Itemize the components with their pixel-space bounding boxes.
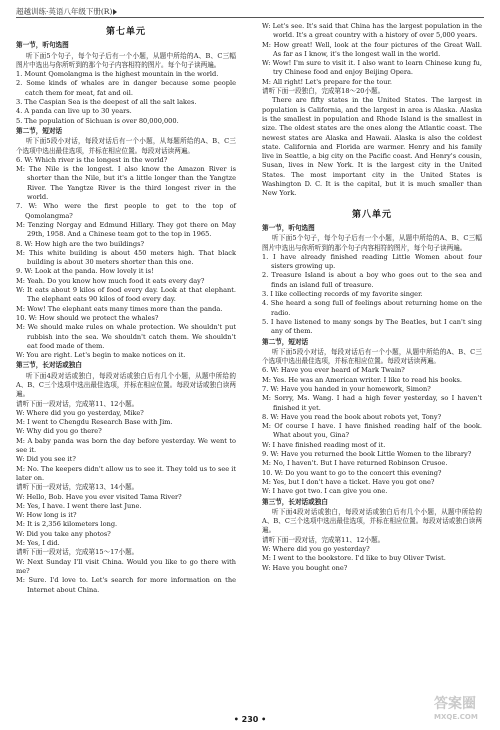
text-line: W: Where did you go yesterday, Mike? xyxy=(16,408,144,417)
dialogue-line: M: Yes. He was an American writer. I like to read his books. xyxy=(262,375,463,384)
section-heading: 第二节，短对话 xyxy=(262,337,309,346)
dialogue-line: M: Of course I have. I have finished reading half of the book. What about you, Gina? xyxy=(262,422,482,440)
instruction-paragraph: 听下面5个句子，每个句子后有一个小题，从题中所给的A、B、C三幅图片中选出与你所听到的那个句子内容相符的图片。每个句子读两遍。 xyxy=(16,51,236,69)
text-line: M: I went to Chengdu Research Base with Jim. xyxy=(16,418,173,427)
section-heading: 第三节，长对话或独白 xyxy=(16,361,82,370)
text-line: 请听下面一段对话，完成第11、12小题。 xyxy=(16,399,139,408)
watermark-sub: MXQE.COM xyxy=(434,713,478,721)
watermark-logo xyxy=(434,698,494,724)
text-line: M: All right! Let's prepare for the tour. xyxy=(262,77,393,86)
text-line: W: Did you see it? xyxy=(16,455,76,464)
dialogue-line: M: No, I haven't. But I have returned Robinson Crusoe. xyxy=(262,459,448,468)
numbered-item: 5. The population of Sichuan is over 80,000,000. xyxy=(16,116,179,125)
text-line: M: A baby panda was born the day before yesterday. We went to see it. xyxy=(16,436,236,455)
dialogue-line: W: You are right. Let's begin to make notices on it. xyxy=(16,351,186,360)
text-line: 请听下面一段独白，完成第18～20小题。 xyxy=(262,87,385,96)
dialogue-line: M: Sorry, Ms. Wang. I had a high fever yesterday, so I haven't finished it yet. xyxy=(262,394,482,412)
instruction-paragraph: 听下面4段对话或独白，每段对话或独白后有几个小题，从题中所给的A、B、C三个选项中选出最佳选项，并标在相应位置。每段对话或独白读两遍。 xyxy=(16,371,236,399)
page-number: • 230 • xyxy=(233,715,267,724)
dialogue-line: M: Sure. I'd love to. Let's search for more information on the Internet about China. xyxy=(16,576,236,594)
numbered-item: 9. W: Have you returned the book Little Women to the library? xyxy=(262,450,472,459)
header-text: 超越训练·英语八年级下册(R) xyxy=(16,7,113,16)
numbered-item: 6. W: Have you ever heard of Mark Twain? xyxy=(262,366,405,375)
numbered-item: 7. W: Who were the first people to get to the top of Qomolangma? xyxy=(16,202,236,220)
text-line: 请听下面一段对话，完成第11、12小题。 xyxy=(262,535,385,544)
running-header xyxy=(16,6,117,17)
instruction-paragraph: There are fifty states in the United States. The largest in population is California, and the largest in area is Alaska. Alaska is the smallest in population and Rhode Island is the smallest in size. The oldest states are the ones along the Atlantic coast. The newest states are Alaska and Hawaii. Alaska is also the coldest state. California and Florida are warmer. Henry and his family live in Seattle, a big city on the Pacific coast. And Henry's cousin, Susan, lives in New York. It is the largest city in the United States. The most important city in the United States is Washington D. C. It is the capital, but it is much smaller than New York. xyxy=(262,96,482,198)
numbered-item: 9. W: Look at the panda. How lovely it is! xyxy=(16,267,154,276)
unit-title: 第八单元 xyxy=(351,209,392,220)
numbered-item: 8. W: How high are the two buildings? xyxy=(16,239,145,248)
instruction-paragraph: 听下面5段小对话，每段对话后有一个小题，从题中所给的A、B、C三个选项中选出最佳选项，并标在相应位置。每段对话读两遍。 xyxy=(262,347,482,366)
text-line: M: Yes, I have. I went there last June. xyxy=(16,501,142,510)
dialogue-line: M: This white building is about 450 meters high. That black building is about 30 meters shorter than this one. xyxy=(16,248,236,267)
text-line: 请听下面一段对话，完成第15～17小题。 xyxy=(16,548,139,557)
text-line: W: Why did you go there? xyxy=(16,427,102,436)
section-heading: 第二节，短对话 xyxy=(16,126,63,135)
text-line: W: Have you bought one? xyxy=(262,563,348,572)
dialogue-line: W: I have got two. I can give you one. xyxy=(262,487,388,496)
section-heading: 第一节，听句选图 xyxy=(262,223,315,232)
numbered-item: 4. She heard a song full of feelings about returning home on the radio. xyxy=(262,299,482,317)
dialogue-line: M: The Nile is the longest. I also know the Amazon River is shorter than the Nile, but it's a little longer than the Yangtze River. The Yangtze River is the third longest river in the world. xyxy=(16,165,236,202)
text-line: M: I went to the bookstore. I'd like to buy Oliver Twist. xyxy=(262,554,446,563)
numbered-item: 4. A panda can live up to 30 years. xyxy=(16,107,132,116)
text-line: M: No. The keepers didn't allow us to see it. They told us to see it later on. xyxy=(16,464,236,482)
dialogue-line: W: It eats about 9 kilos of food every day. Look at that elephant. The elephant eats 90 kilos of food every day. xyxy=(16,286,236,304)
dialogue-line: M: Yes, but I don't have a ticket. Have you got one? xyxy=(262,477,435,486)
numbered-item: 10. W: How should we protect the whales? xyxy=(16,313,159,322)
dialogue-line: M: How great! Well, look at the four pictures of the Great Wall. As far as I know, it's the longest wall in the world. xyxy=(262,40,482,58)
numbered-item: 1. I have already finished reading Little Women about four sisters growing up. xyxy=(262,252,482,271)
numbered-item: 3. I like collecting records of my favorite singer. xyxy=(262,290,423,299)
text-line: M: It is 2,356 kilometers long. xyxy=(16,520,118,529)
numbered-item: 7. W: Have you handed in your homework, Simon? xyxy=(262,384,431,393)
dialogue-line: M: We should make rules on whale protection. We shouldn't put rubbish into the sea. We shouldn't catch them. We shouldn't eat food made of them. xyxy=(16,323,236,350)
dialogue-line: M: Yeah. Do you know how much food it eats every day? xyxy=(16,276,205,285)
numbered-item: 10. W: Do you want to go to the concert this evening? xyxy=(262,468,442,477)
dialogue-line: M: Wow! The elephant eats many times more than the panda. xyxy=(16,304,223,313)
unit-title: 第七单元 xyxy=(105,27,146,37)
left-column xyxy=(16,22,236,595)
text-line: M: Yes, I did. xyxy=(16,539,60,548)
dialogue-line: M: Tenzing Norgay and Edmund Hillary. They got there on May 29th, 1958. And a Chinese team got to the top in 1965. xyxy=(16,220,236,239)
dialogue-line: W: I have finished reading most of it. xyxy=(262,440,386,449)
text-line: W: Hello, Bob. Have you ever visited Tama River? xyxy=(16,492,182,501)
dialogue-line: W: Let's see. It's said that China has the largest population in the world. It's a great country with a history of over 5,000 years. xyxy=(262,22,482,40)
dialogue-line: W: Wow! I'm sure to visit it. I also want to learn Chinese kung fu, try Chinese food and enjoy Beijing Opera. xyxy=(262,59,482,77)
instruction-paragraph: 听下面5段小对话，每段对话后有一个小题，从每题所给的A、B、C三个选项中选出最佳选项，并标在相应位置。每段对话读两遍。 xyxy=(16,137,236,155)
numbered-item: 1. Mount Qomolangma is the highest mountain in the world. xyxy=(16,70,219,79)
section-heading: 第一节，听句选图 xyxy=(16,41,69,50)
instruction-paragraph: 听下面4段对话或独白，每段对话或独白后有几个小题，从题中所给的A、B、C三个选项中选出最佳选项，并标在相应位置。每段对话或独白读两遍。 xyxy=(262,507,482,535)
text-line: W: Next Sunday I'll visit China. Would you like to go there with me? xyxy=(16,557,236,575)
numbered-item: 8. W: Have you read the book about robots yet, Tony? xyxy=(262,412,442,421)
numbered-item: 5. I have listened to many songs by The Beatles, but I can't sing any of them. xyxy=(262,317,482,336)
header-rule xyxy=(16,17,484,18)
numbered-item: 2. Treasure Island is about a boy who goes out to the sea and finds an island full of treasure. xyxy=(262,271,482,289)
section-heading: 第三节，长对话或独白 xyxy=(262,497,328,506)
numbered-item: 2. Some kinds of whales are in danger because some people catch them for meat, fat and oil. xyxy=(16,79,236,97)
instruction-paragraph: 听下面5个句子，每个句子后有一个小题，从题中所给的A、B、C三幅图片中选出与你所听到的那个句子内容相符的图片，每个句子读两遍。 xyxy=(262,234,482,252)
right-column xyxy=(262,22,482,573)
text-line: W: Where did you go yesterday? xyxy=(262,545,370,554)
numbered-item: 6. W: Which river is the longest in the world? xyxy=(16,155,168,164)
arrow-icon xyxy=(113,9,117,15)
text-line: W: Did you take any photos? xyxy=(16,529,111,538)
numbered-item: 3. The Caspian Sea is the deepest of all the salt lakes. xyxy=(16,98,197,107)
text-line: W: How long is it? xyxy=(16,511,77,520)
text-line: 请听下面一段对话，完成第13、14小题。 xyxy=(16,483,139,492)
watermark-main: 答案圈 xyxy=(434,696,476,712)
